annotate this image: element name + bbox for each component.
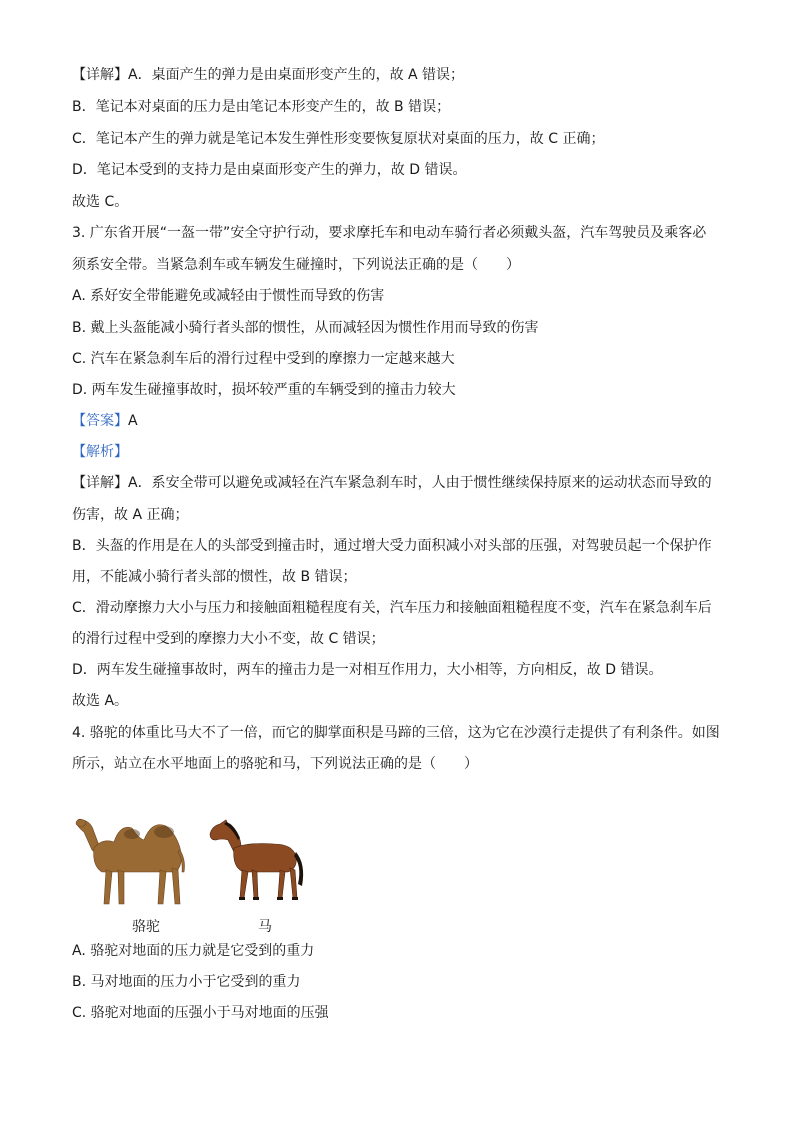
q4-figure — [72, 808, 312, 935]
camel-image — [72, 808, 196, 912]
q3-detail-line-6: 的滑行过程中受到的摩擦力大小不变，故 C 错误； — [72, 631, 385, 647]
q3-option-a: A. 系好安全带能避免或减轻由于惯性而导致的伤害 — [72, 288, 385, 304]
q3-detail-line-2: 伤害，故 A 正确； — [72, 507, 189, 523]
answer-value: A — [128, 413, 138, 429]
q3-stem-line-2: 须系安全带。当紧急刹车或车辆发生碰撞时，下列说法正确的是（ ） — [72, 257, 520, 273]
q3-analysis-label: 【解析】 — [72, 444, 128, 460]
q3-detail-line-5: C．滑动摩擦力大小与压力和接触面粗糙程度有关，汽车压力和接触面粗糙程度不变，汽车在紧急刹车后 — [72, 600, 712, 616]
q3-detail-line-1: 【详解】A．系安全带可以避免或减轻在汽车紧急刹车时，人由于惯性继续保持原来的运动状态而导致的 — [72, 475, 712, 491]
horse-label: 马 — [258, 919, 272, 935]
q4-stem-line-2: 所示，站立在水平地面上的骆驼和马，下列说法正确的是（ ） — [72, 756, 478, 772]
q4-option-a: A. 骆驼对地面的压力就是它受到的重力 — [72, 943, 315, 959]
prev-detail-c: C．笔记本产生的弹力就是笔记本发生弹性形变要恢复原状对桌面的压力，故 C 正确； — [72, 131, 605, 147]
prev-conclusion: 故选 C。 — [72, 194, 129, 210]
q3-detail-line-7: D．两车发生碰撞事故时，两车的撞击力是一对相互作用力，大小相等，方向相反，故 D 错误。 — [72, 662, 663, 678]
q3-option-b: B. 戴上头盔能减小骑行者头部的惯性，从而减轻因为惯性作用而导致的伤害 — [72, 320, 539, 336]
q3-detail-line-3: B．头盔的作用是在人的头部受到撞击时，通过增大受力面积减小对头部的压强，对驾驶员起一个保护作 — [72, 538, 712, 554]
horse-image — [208, 812, 308, 908]
q3-option-c: C. 汽车在紧急刹车后的滑行过程中受到的摩擦力一定越来越大 — [72, 351, 455, 367]
q3-conclusion: 故选 A。 — [72, 693, 129, 709]
q4-option-c: C. 骆驼对地面的压强小于马对地面的压强 — [72, 1005, 329, 1021]
answer-label: 【答案】 — [72, 413, 128, 429]
q3-option-d: D. 两车发生碰撞事故时，损坏较严重的车辆受到的撞击力较大 — [72, 382, 456, 398]
prev-detail-d: D．笔记本受到的支持力是由桌面形变产生的弹力，故 D 错误。 — [72, 162, 467, 178]
q3-detail-line-4: 用，不能减小骑行者头部的惯性，故 B 错误； — [72, 569, 357, 585]
q3-stem-line-1: 3. 广东省开展“一盔一带”安全守护行动，要求摩托车和电动车骑行者必须戴头盔，汽车驾驶员及乘客必 — [72, 225, 707, 241]
prev-detail-b: B．笔记本对桌面的压力是由笔记本形变产生的，故 B 错误； — [72, 99, 451, 115]
camel-label: 骆驼 — [132, 919, 160, 935]
prev-detail-a: 【详解】A．桌面产生的弹力是由桌面形变产生的，故 A 错误； — [72, 67, 465, 83]
q4-stem-line-1: 4. 骆驼的体重比马大不了一倍，而它的脚掌面积是马蹄的三倍，这为它在沙漠行走提供了有利条件。如图 — [72, 725, 720, 741]
q3-answer — [72, 412, 138, 430]
q4-option-b: B. 马对地面的压力小于它受到的重力 — [72, 974, 301, 990]
